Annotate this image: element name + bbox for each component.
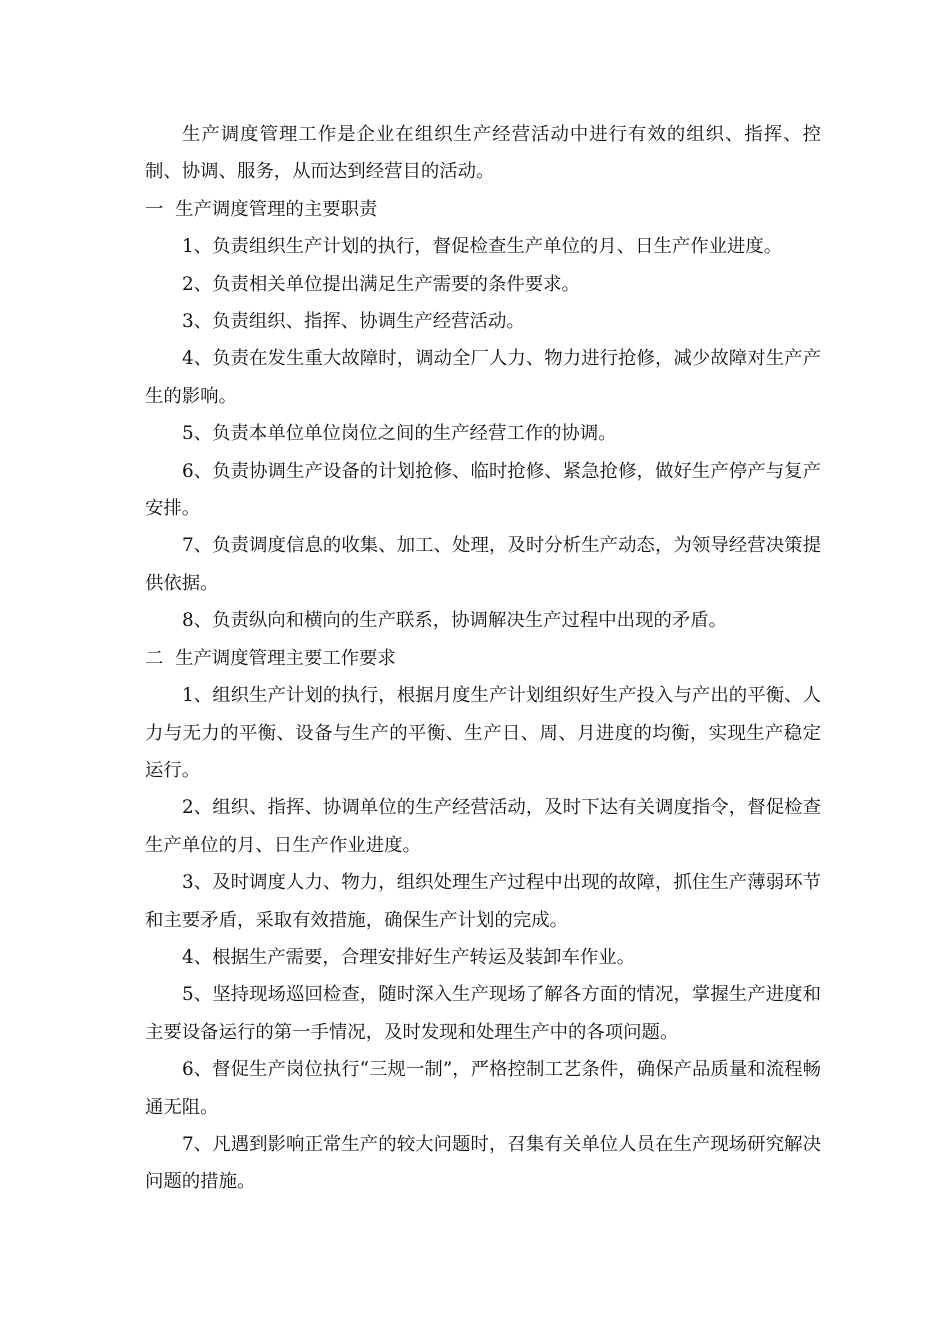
list-item: 2、组织、指挥、协调单位的生产经营活动，及时下达有关调度指令，督促检查生产单位的月、日生产作业进度。	[145, 797, 821, 856]
document-body	[145, 116, 821, 1201]
section-heading: 二 生产调度管理主要工作要求	[145, 647, 396, 669]
list-item: 5、坚持现场巡回检查，随时深入生产现场了解各方面的情况，掌握生产进度和主要设备运行的第一手情况，及时发现和处理生产中的各项问题。	[145, 984, 821, 1043]
list-item: 4、根据生产需要，合理安排好生产转运及装卸车作业。	[182, 946, 636, 968]
list-item: 1、负责组织生产计划的执行，督促检查生产单位的月、日生产作业进度。	[182, 236, 783, 258]
list-item: 8、负责纵向和横向的生产联系，协调解决生产过程中出现的矛盾。	[182, 610, 728, 632]
list-item: 1、组织生产计划的执行，根据月度生产计划组织好生产投入与产出的平衡、人力与无力的平衡、设备与生产的平衡、生产日、周、月进度的均衡，实现生产稳定运行。	[145, 685, 821, 781]
list-item: 5、负责本单位单位岗位之间的生产经营工作的协调。	[182, 423, 617, 445]
list-item: 7、负责调度信息的收集、加工、处理，及时分析生产动态，为领导经营决策提供依据。	[145, 535, 821, 594]
list-item: 3、负责组织、指挥、协调生产经营活动。	[182, 311, 525, 333]
list-item: 2、负责相关单位提出满足生产需要的条件要求。	[182, 273, 580, 295]
list-item: 3、及时调度人力、物力，组织处理生产过程中出现的故障，抓住生产薄弱环节和主要矛盾，采取有效措施，确保生产计划的完成。	[145, 872, 821, 931]
list-item: 7、凡遇到影响正常生产的较大问题时，召集有关单位人员在生产现场研究解决问题的措施。	[145, 1133, 821, 1193]
section-heading: 一 生产调度管理的主要职责	[145, 198, 378, 220]
list-item: 6、负责协调生产设备的计划抢修、临时抢修、紧急抢修，做好生产停产与复产安排。	[145, 460, 821, 520]
intro-paragraph: 生产调度管理工作是企业在组织生产经营活动中进行有效的组织、指挥、控制、协调、服务，从而达到经营目的活动。	[145, 124, 821, 183]
list-item: 6、督促生产岗位执行“三规一制”，严格控制工艺条件，确保产品质量和流程畅通无阻。	[145, 1059, 821, 1118]
list-item: 4、负责在发生重大故障时，调动全厂人力、物力进行抢修，减少故障对生产产生的影响。	[145, 348, 821, 407]
